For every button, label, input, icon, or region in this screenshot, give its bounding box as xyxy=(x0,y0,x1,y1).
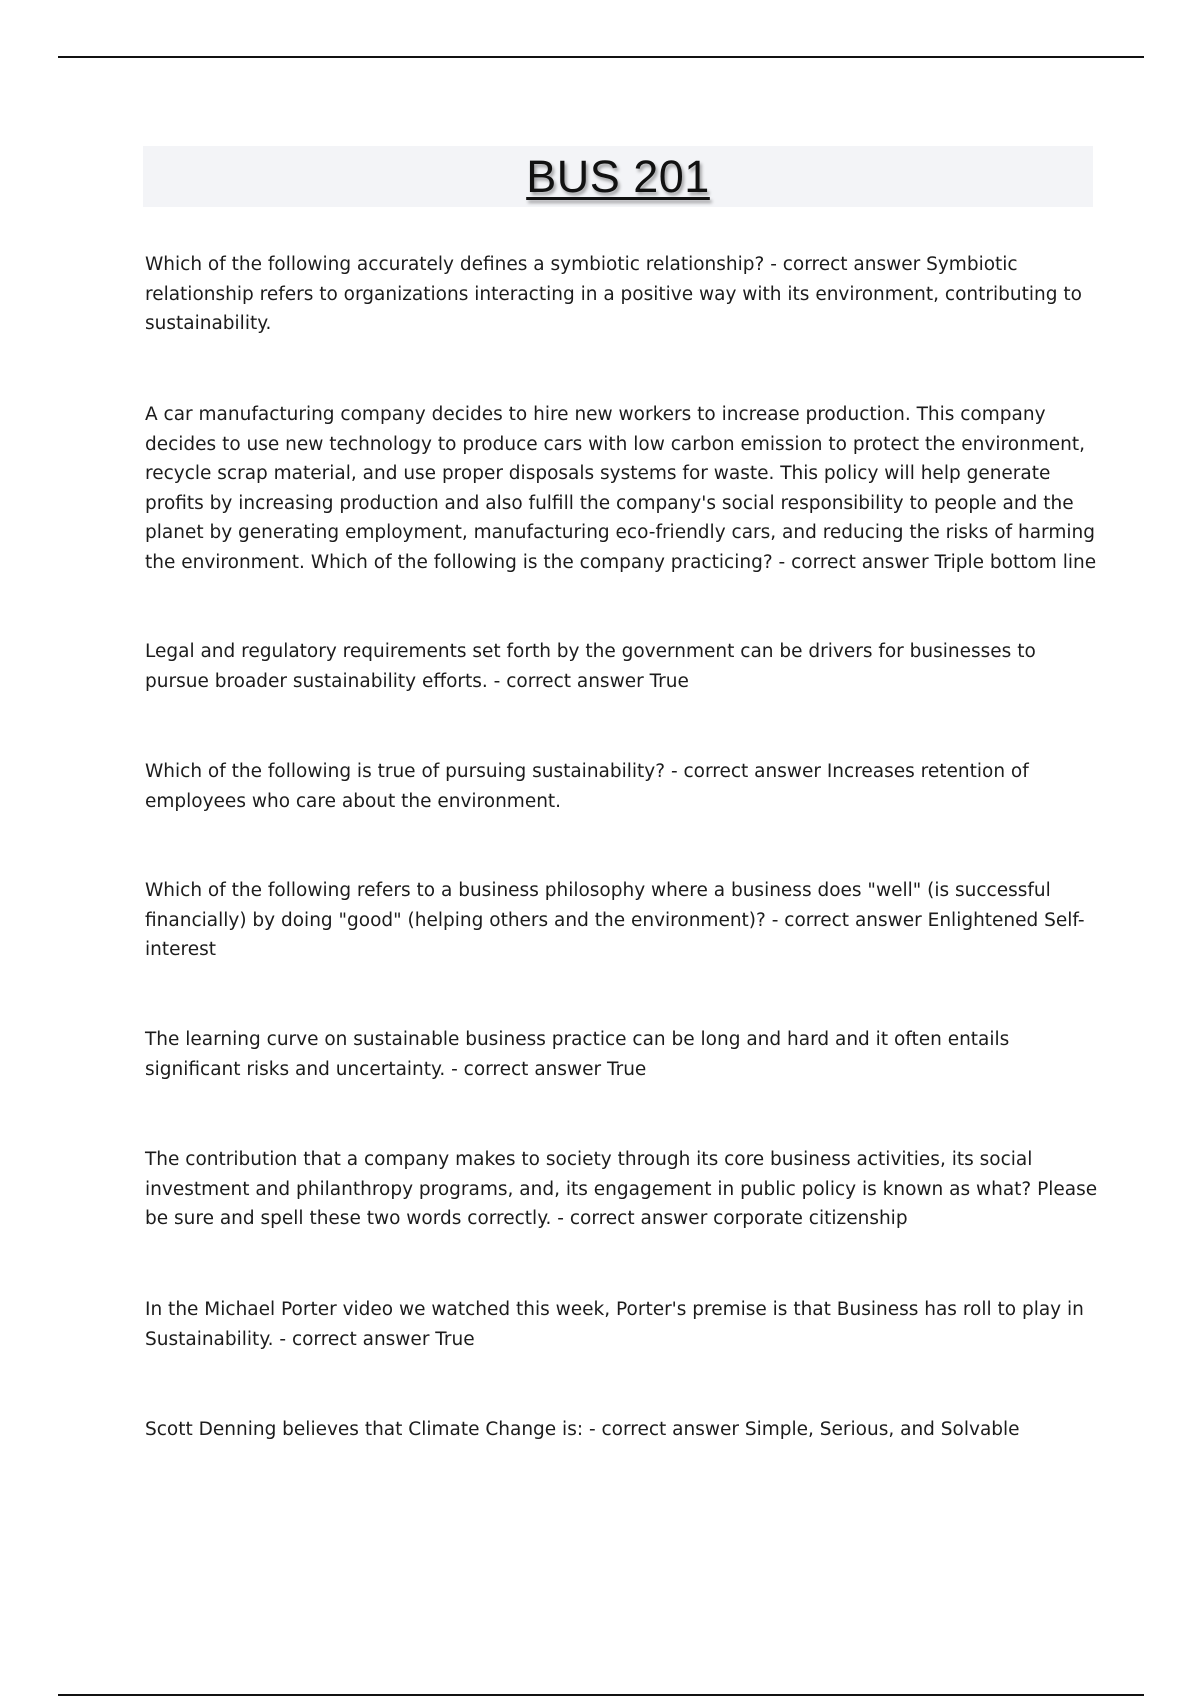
top-divider xyxy=(58,56,1144,58)
qa-item-8: In the Michael Porter video we watched this week, Porter's premise is that Business has roll to play in Sustainability. - correct answer True xyxy=(145,1299,1084,1350)
qa-item-9: Scott Denning believes that Climate Change is: - correct answer Simple, Serious, and Solvable xyxy=(145,1419,1020,1440)
qa-item-4: Which of the following is true of pursuing sustainability? - correct answer Increases retention of employees who care about the environment. xyxy=(145,761,1029,812)
qa-item-3: Legal and regulatory requirements set forth by the government can be drivers for businesses to pursue broader sustainability efforts. - correct answer True xyxy=(145,641,1036,692)
qa-item-2: A car manufacturing company decides to hire new workers to increase production. This company decides to use new technology to produce cars with low carbon emission to protect the environment, recycle scrap material, and use proper disposals systems for waste. This policy will help generate profits by increasing production and also fulfill the company's social responsibility to people and the planet by generating employment, manufacturing eco-friendly cars, and reducing the risks of harming the environment. Which of the following is the company practicing? - correct answer Triple bottom line xyxy=(145,404,1097,573)
document-title: BUS 201 xyxy=(526,151,710,202)
qa-item-5: Which of the following refers to a business philosophy where a business does "well" (is successful financially) by doing "good" (helping others and the environment)? - correct answer Enlightened Self-interest xyxy=(145,880,1085,960)
bottom-divider xyxy=(58,1694,1144,1696)
title-banner xyxy=(143,146,1093,207)
qa-item-7: The contribution that a company makes to society through its core business activities, its social investment and philanthropy programs, and, its engagement in public policy is known as what? Please be sure and spell these two words correctly. - correct answer corporate citizenship xyxy=(145,1149,1098,1229)
qa-item-1: Which of the following accurately defines a symbiotic relationship? - correct answer Symbiotic relationship refers to organizations interacting in a positive way with its environment, contributing to sustainability. xyxy=(145,254,1082,334)
qa-item-6: The learning curve on sustainable business practice can be long and hard and it often entails significant risks and uncertainty. - correct answer True xyxy=(145,1029,1010,1080)
